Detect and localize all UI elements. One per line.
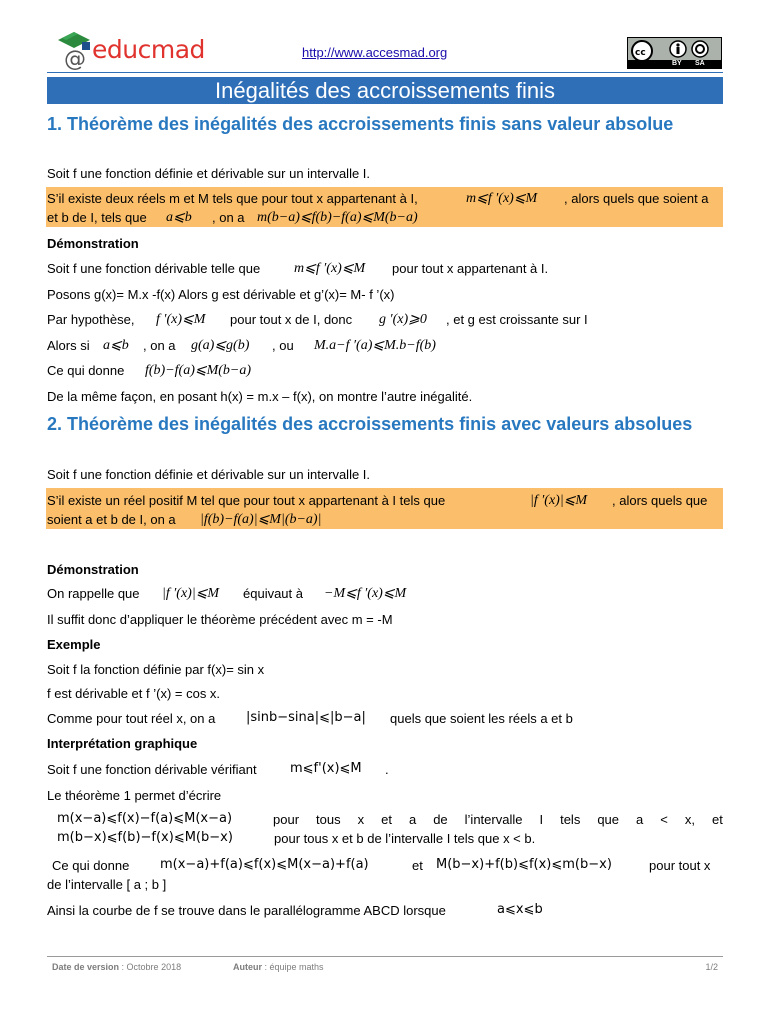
s1-d3-b: pour tout x de I, donc <box>230 312 353 327</box>
s1-d1: Soit f une fonction dérivable telle que <box>47 261 261 276</box>
s1-d5-math: f(b)−f(a)⩽M(b−a) <box>145 363 252 378</box>
s2-g2: Le théorème 1 permet d’écrire <box>47 788 222 803</box>
footer-date-label: Date de version <box>52 962 120 972</box>
svg-text:@: @ <box>64 47 86 70</box>
s2-thm-math2: |f(b)−f(a)|⩽M|(b−a)| <box>200 512 322 527</box>
g3-word: tels <box>560 812 581 827</box>
g3-word: de <box>433 812 448 827</box>
footer-author-label: Auteur <box>233 962 262 972</box>
g3-word: et <box>711 812 723 827</box>
s2-thm-math1: |f ′(x)|⩽M <box>530 493 588 508</box>
g3-word: que <box>597 812 620 827</box>
s1-thm-text-b: , alors quels que soient a <box>564 191 709 206</box>
s2-d1-math1: |f ′(x)|⩽M <box>162 586 220 601</box>
s2-g5-math2: M(b−x)+f(b)⩽f(x)⩽m(b−x) <box>436 857 612 872</box>
footer-page-number: 1/2 <box>705 962 718 972</box>
s1-d4-math1: a⩽b <box>103 338 129 353</box>
s1-thm-math1: m⩽f ′(x)⩽M <box>466 191 538 206</box>
s2-d2: Il suffit donc d’appliquer le théorème précédent avec m = -M <box>47 612 393 627</box>
s2-g4-b: pour tous x et b de l’intervalle I tels que x < b. <box>274 831 536 846</box>
g3-word: pour <box>273 812 300 827</box>
s2-g5-math1: m(x−a)+f(a)⩽f(x)⩽M(x−a)+f(a) <box>160 857 369 872</box>
header-rule <box>47 72 723 73</box>
site-link[interactable]: http://www.accesmad.org <box>302 45 448 60</box>
s2-g7: Ainsi la courbe de f se trouve dans le parallélogramme ABCD lorsque <box>47 903 446 918</box>
g3-word: x, <box>684 812 695 827</box>
cc-license-badge <box>627 37 722 69</box>
s1-d2: Posons g(x)= M.x -f(x) Alors g est dérivable et g’(x)= M- f ’(x) <box>47 287 395 302</box>
s1-thm-line2 <box>47 210 147 225</box>
s1-d4-c: , ou <box>272 338 294 353</box>
g3-word: tous <box>316 812 341 827</box>
s2-graph-label: Interprétation graphique <box>47 736 198 751</box>
s2-thm-a: S’il existe un réel positif M tel que pour tout x appartenant à I tels que <box>47 493 446 508</box>
g3-word: l’intervalle <box>464 812 523 827</box>
s1-demo-label: Démonstration <box>47 236 139 251</box>
footer-rule <box>47 956 723 957</box>
s1-thm-text-a: S’il existe deux réels m et M tels que pour tout x appartenant à I, <box>47 191 418 206</box>
s1-d1-b: pour tout x appartenant à I. <box>392 261 549 276</box>
section2-heading: 2. Théorème des inégalités des accroissements finis avec valeurs absolues <box>47 414 693 434</box>
s2-intro: Soit f une fonction définie et dérivable sur un intervalle I. <box>47 467 371 482</box>
s1-d3-c: , et g est croissante sur I <box>446 312 588 327</box>
s2-g6: de l’intervalle [ a ; b ] <box>47 877 167 892</box>
footer <box>52 962 722 976</box>
s1-intro: Soit f une fonction définie et dérivable sur un intervalle I. <box>47 166 371 181</box>
s1-d1-math: m⩽f ′(x)⩽M <box>294 261 366 276</box>
cc-sa-label: SA <box>695 60 705 67</box>
s2-e1: Soit f la fonction définie par f(x)= sin x <box>47 662 265 677</box>
cc-icons <box>628 38 721 60</box>
s2-d1-b: équivaut à <box>243 586 303 601</box>
s1-d3: Par hypothèse, <box>47 312 135 327</box>
cc-by-label: BY <box>672 60 682 67</box>
s1-d4-math2: g(a)⩽g(b) <box>191 338 250 353</box>
s2-g1-b: . <box>385 762 389 777</box>
g3-word: a <box>636 812 644 827</box>
s2-demo-label: Démonstration <box>47 562 139 577</box>
s2-g5 <box>52 858 129 873</box>
s2-g4-math: m(b−x)⩽f(b)−f(x)⩽M(b−x) <box>57 830 233 845</box>
footer-author-value: : équipe maths <box>264 962 324 972</box>
s2-g7-math: a⩽x⩽b <box>497 902 543 917</box>
s1-d4-math3: M.a−f ′(a)⩽M.b−f(b) <box>314 338 436 353</box>
g3-word: et <box>381 812 392 827</box>
s1-d4: Alors si <box>47 338 90 353</box>
page-title: Inégalités des accroissements finis <box>215 78 555 103</box>
logo-text: educmad <box>92 35 205 64</box>
s2-e3-b: quels que soient les réels a et b <box>390 711 573 726</box>
g3-word: I <box>539 812 544 827</box>
s1-d3-math1: f ′(x)⩽M <box>156 312 206 327</box>
s2-g5-c: pour tout x <box>649 858 711 873</box>
s1-d3-math2: g ′(x)⩾0 <box>379 312 427 327</box>
g3-word: a <box>408 812 417 827</box>
s2-thm-c: soient a et b de I, on a <box>47 512 176 527</box>
s1-thm-math3: m(b−a)⩽f(b)−f(a)⩽M(b−a) <box>257 210 418 225</box>
svg-text:cc: cc <box>635 48 646 58</box>
g3-word: < <box>660 812 668 827</box>
s2-g5-b: et <box>412 858 423 873</box>
s2-d1-math2: −M⩽f ′(x)⩽M <box>324 586 407 601</box>
s2-ex-label: Exemple <box>47 637 101 652</box>
s1-d6: De la même façon, en posant h(x) = m.x – f(x), on montre l’autre inégalité. <box>47 389 473 404</box>
s2-e2: f est dérivable et f ’(x) = cos x. <box>47 686 221 701</box>
s2-g1: Soit f une fonction dérivable vérifiant <box>47 762 257 777</box>
educmad-logo <box>52 30 205 70</box>
s2-g5-a: Ce qui donne <box>52 858 130 873</box>
s1-thm-math2: a⩽b <box>166 210 192 225</box>
g3-word: x <box>357 812 365 827</box>
s2-g3-math: m(x−a)⩽f(x)−f(a)⩽M(x−a) <box>57 811 233 826</box>
s1-thm-text-c: et b de I, tels que <box>47 210 147 225</box>
s2-thm-b: , alors quels que <box>612 493 708 508</box>
s1-thm-text-d: , on a <box>212 210 245 225</box>
s2-g1-math: m⩽f'(x)⩽M <box>290 761 362 776</box>
s2-e3-math: |sinb−sina|⩽|b−a| <box>246 710 366 725</box>
footer-date-value: : Octobre 2018 <box>121 962 182 972</box>
s2-e3: Comme pour tout réel x, on a <box>47 711 216 726</box>
section1-heading: 1. Théorème des inégalités des accroissements finis sans valeur absolue <box>47 114 674 134</box>
s1-thm-line1 <box>47 191 418 206</box>
s2-d1: On rappelle que <box>47 586 140 601</box>
s1-d5: Ce qui donne <box>47 363 125 378</box>
s1-d4-b: , on a <box>143 338 176 353</box>
s2-g3-words <box>273 812 723 827</box>
title-bar <box>47 77 723 104</box>
